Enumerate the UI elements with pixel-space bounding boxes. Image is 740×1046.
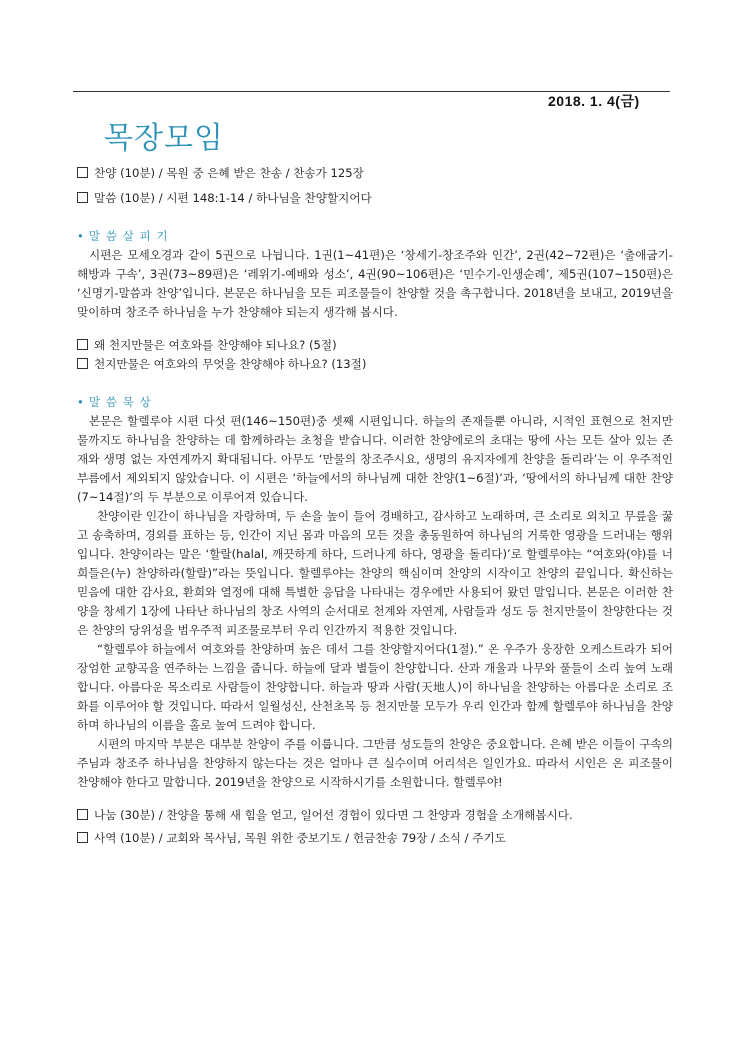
question-text: 천지만물은 여호와의 무엇을 찬양해야 하나요? (13절)	[94, 357, 367, 371]
meditation-paragraph: 시편의 마지막 부분은 대부분 찬양이 주를 이룹니다. 그만큼 성도들의 찬양은 중요합니다. 은혜 받은 이들이 구속의 주님과 창조주 하나님을 찬양하지 않는다는 것은 얼마나 큰 실수이며 어리석은 일인가요. 따라서 시인은 온 피조물이 찬양해야 한다고 말합니다. 2019년을 찬양으로 시작하시기를 소원합니다. 할렐루야!	[77, 737, 673, 789]
agenda-item-ministry	[77, 829, 673, 848]
page-title: 목장모임	[104, 121, 224, 156]
agenda-text: 말씀 (10분) / 시편 148:1-14 / 하나님을 찬양할지어다	[94, 191, 372, 205]
agenda-text: 사역 (10분) / 교회와 목사님, 목원 위한 중보기도 / 헌금찬송 79장 / 소식 / 주기도	[94, 831, 506, 845]
meditation-paragraph: 찬양이란 인간이 하나님을 자랑하며, 두 손을 높이 들어 경배하고, 감사하고 노래하며, 큰 소리로 외치고 무릎을 꿇고 송축하며, 경외를 표하는 등, 인간이 지닌 몸과 마음의 모든 것을 총동원하여 하나님의 거룩한 영광을 드러내는 행위입니다. 찬양이라는 말은 ‘할랄(halal, 깨끗하게 하다, 드러나게 하다, 영광을 돌리다)’로 할렐루야는 “여호와(야)를 너희들은(누) 찬양하라(할랄)”라는 뜻입니다. 할렐루야는 찬양의 핵심이며 찬양의 시작이고 찬양의 끝입니다. 확신하는 믿음에 대한 감사요, 환희와 열정에 대해 특별한 응답을 나타내는 경우에만 사용되어 왔던 말입니다. 본문은 이러한 찬양을 창세기 1장에 나타난 하나님의 창조 사역의 순서대로 천계와 자연계, 사람들과 성도 등 천지만물이 찬양한다는 것은 찬양의 당위성을 범우주적 피조물로부터 우리 인간까지 적용한 것입니다.	[77, 509, 673, 637]
question-text: 왜 천지만물은 여호와를 찬양해야 되나요? (5절)	[94, 338, 337, 352]
section-heading-text: 말 씀 묵 상	[88, 395, 152, 409]
agenda-text: 나눔 (30분) / 찬양을 통해 새 힘을 얻고, 일어선 경험이 있다면 그 찬양과 경험을 소개해봅시다.	[94, 808, 573, 822]
spacer	[77, 374, 673, 384]
meditation-paragraph: “할렐루야 하늘에서 여호와를 찬양하며 높은 데서 그를 찬양할지어다(1절).” 온 우주가 웅장한 오케스트라가 되어 장엄한 교향곡을 연주하는 느낌을 줍니다. 하늘에 달과 별들이 찬양합니다. 산과 개울과 나무와 풀들이 소리 높여 노래합니다. 아름다운 목소리로 사람들이 찬양합니다. 하늘과 땅과 사람(天地人)이 하나님을 찬양하는 아름다운 소리로 조화를 이루어야 할 것입니다. 따라서 일월성신, 산천초목 등 천지만물 모두가 우리 인간과 함께 할렐루야 하나님을 찬양하며 하나님의 이름을 홀로 높여 드려야 합니다.	[77, 642, 673, 732]
checkbox-icon	[77, 167, 88, 178]
section-heading-text: 말 씀 살 피 기	[88, 229, 169, 243]
agenda-item-word	[77, 189, 673, 208]
bullet-icon: •	[77, 395, 85, 409]
section-heading-overview	[77, 227, 673, 246]
section-heading-meditation	[77, 393, 673, 412]
question-item	[77, 355, 673, 374]
question-item	[77, 336, 673, 355]
checkbox-icon	[77, 832, 88, 843]
spacer	[77, 208, 673, 218]
checkbox-icon	[77, 809, 88, 820]
checkbox-icon	[77, 192, 88, 203]
checkbox-icon	[77, 358, 88, 369]
agenda-item-sharing	[77, 806, 673, 825]
spacer	[77, 322, 673, 336]
bullet-icon: •	[77, 229, 85, 243]
agenda-item-praise	[77, 164, 673, 183]
overview-paragraph: 시편은 모세오경과 같이 5권으로 나뉩니다. 1권(1~41편)은 ‘창세기-창조주와 인간’, 2권(42~72편)은 ‘출애굽기-해방과 구속’, 3권(73~89편)은 ‘레위기-예배와 성소’, 4권(90~106편)은 ‘민수기-인생순례’, 제5권(107~150편)은 ‘신명기-말씀과 찬양’입니다. 본문은 하나님을 모든 피조물들이 찬양할 것을 촉구합니다. 2018년을 보내고, 2019년을 맞이하며 창조주 하나님을 누가 찬양해야 되는지 생각해 봅시다.	[77, 248, 673, 319]
meeting-date: 2018. 1. 4(금)	[548, 93, 640, 109]
document-body	[77, 164, 673, 848]
checkbox-icon	[77, 339, 88, 350]
spacer	[77, 792, 673, 806]
agenda-text: 찬양 (10분) / 목원 중 은혜 받은 찬송 / 찬송가 125장	[94, 166, 364, 180]
meditation-paragraph: 본문은 할렐루야 시편 다섯 편(146~150편)중 셋째 시편입니다. 하늘의 존재들뿐 아니라, 시적인 표현으로 천지만물까지도 하나님을 찬양하는 데 함께하라는 초청을 받습니다. 이러한 찬양에로의 초대는 땅에 사는 모든 살아 있는 존재와 생명 없는 자연계까지 확대됩니다. 아무도 ‘만물의 창조주시요, 생명의 유지자에게 찬양을 돌리라’는 이 우주적인 부름에서 제외되지 않았습니다. 이 시편은 ‘하늘에서의 하나님께 대한 찬양(1~6절)’과, ‘땅에서의 하나님께 대한 찬양(7~14절)’의 두 부분으로 이루어져 있습니다.	[77, 414, 673, 504]
